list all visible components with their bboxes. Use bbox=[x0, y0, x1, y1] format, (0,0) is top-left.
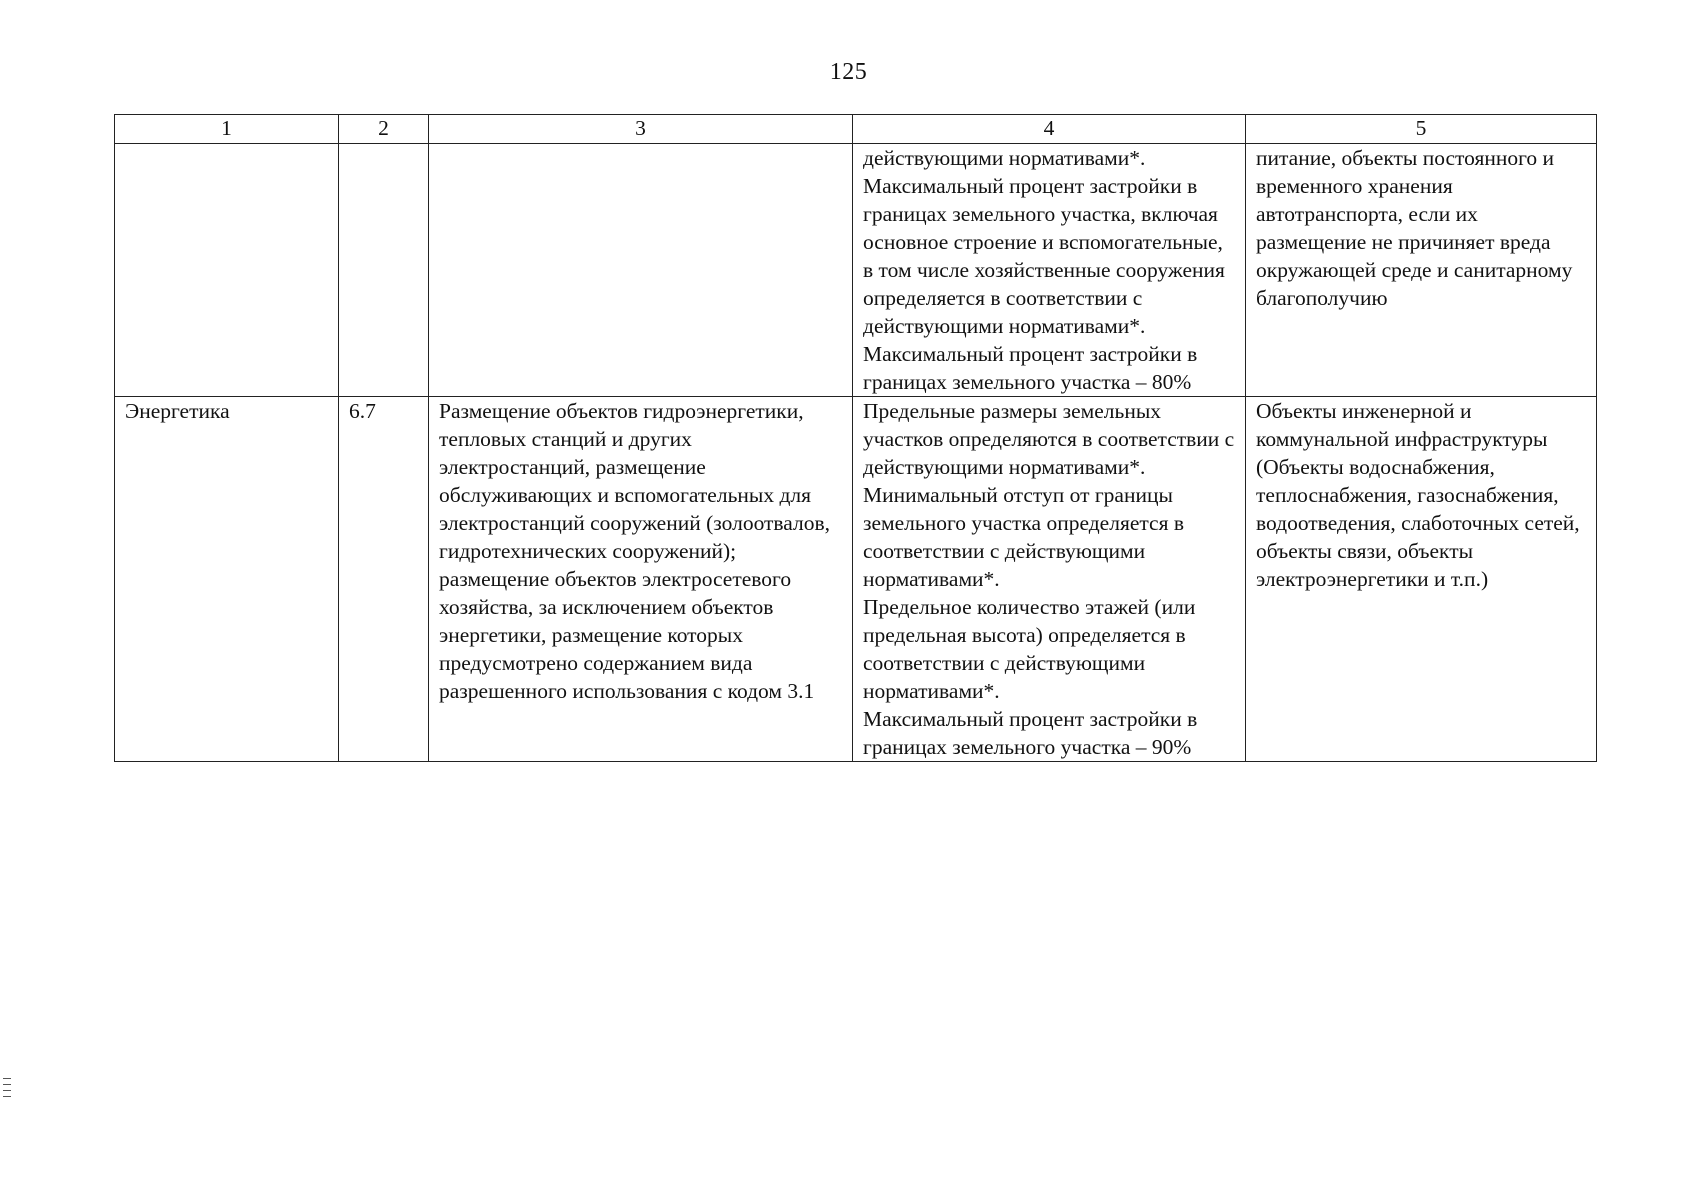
cell-use-description bbox=[429, 144, 853, 397]
column-header-3: 3 bbox=[429, 115, 853, 144]
cell-use-code bbox=[339, 144, 429, 397]
cell-parameters: действующими нормативами*. Максимальный процент застройки в границах земельного участка, включая основное строение и вспомогательные, в том числе хозяйственные сооружения определяется в соответствии с действующими нормативами*. Максимальный процент застройки в границах земельного участка – 80% bbox=[853, 144, 1246, 397]
table-row bbox=[115, 144, 1597, 397]
column-header-4: 4 bbox=[853, 115, 1246, 144]
table-header-row bbox=[115, 115, 1597, 144]
cell-auxiliary-uses: питание, объекты постоянного и временного хранения автотранспорта, если их размещение не причиняет вреда окружающей среде и санитарному благополучию bbox=[1246, 144, 1597, 397]
cell-use-code: 6.7 bbox=[339, 397, 429, 762]
page-number: 125 bbox=[829, 59, 868, 85]
table-row bbox=[115, 397, 1597, 762]
regulations-table bbox=[114, 114, 1597, 762]
cell-parameters: Предельные размеры земельных участков определяются в соответствии с действующими нормативами*. Минимальный отступ от границы земельного участка определяется в соответствии с действующими нормативами*. Предельное количество этажей (или предельная высота) определяется в соответствии с действующими нормативами*. Максимальный процент застройки в границах земельного участка – 90% bbox=[853, 397, 1246, 762]
cell-use-name: Энергетика bbox=[115, 397, 339, 762]
column-header-2: 2 bbox=[339, 115, 429, 144]
cell-use-name bbox=[115, 144, 339, 397]
cell-auxiliary-uses: Объекты инженерной и коммунальной инфраструктуры (Объекты водоснабжения, теплоснабжения, газоснабжения, водоотведения, слаботочных сетей, объекты связи, объекты электроэнергетики и т.п.) bbox=[1246, 397, 1597, 762]
column-header-1: 1 bbox=[115, 115, 339, 144]
scan-artifact-marks bbox=[3, 1078, 13, 1106]
cell-use-description: Размещение объектов гидроэнергетики, тепловых станций и других электростанций, размещение обслуживающих и вспомогательных для электростанций сооружений (золоотвалов, гидротехнических сооружений); размещение объектов электросетевого хозяйства, за исключением объектов энергетики, размещение которых предусмотрено содержанием вида разрешенного использования с кодом 3.1 bbox=[429, 397, 853, 762]
column-header-5: 5 bbox=[1246, 115, 1597, 144]
